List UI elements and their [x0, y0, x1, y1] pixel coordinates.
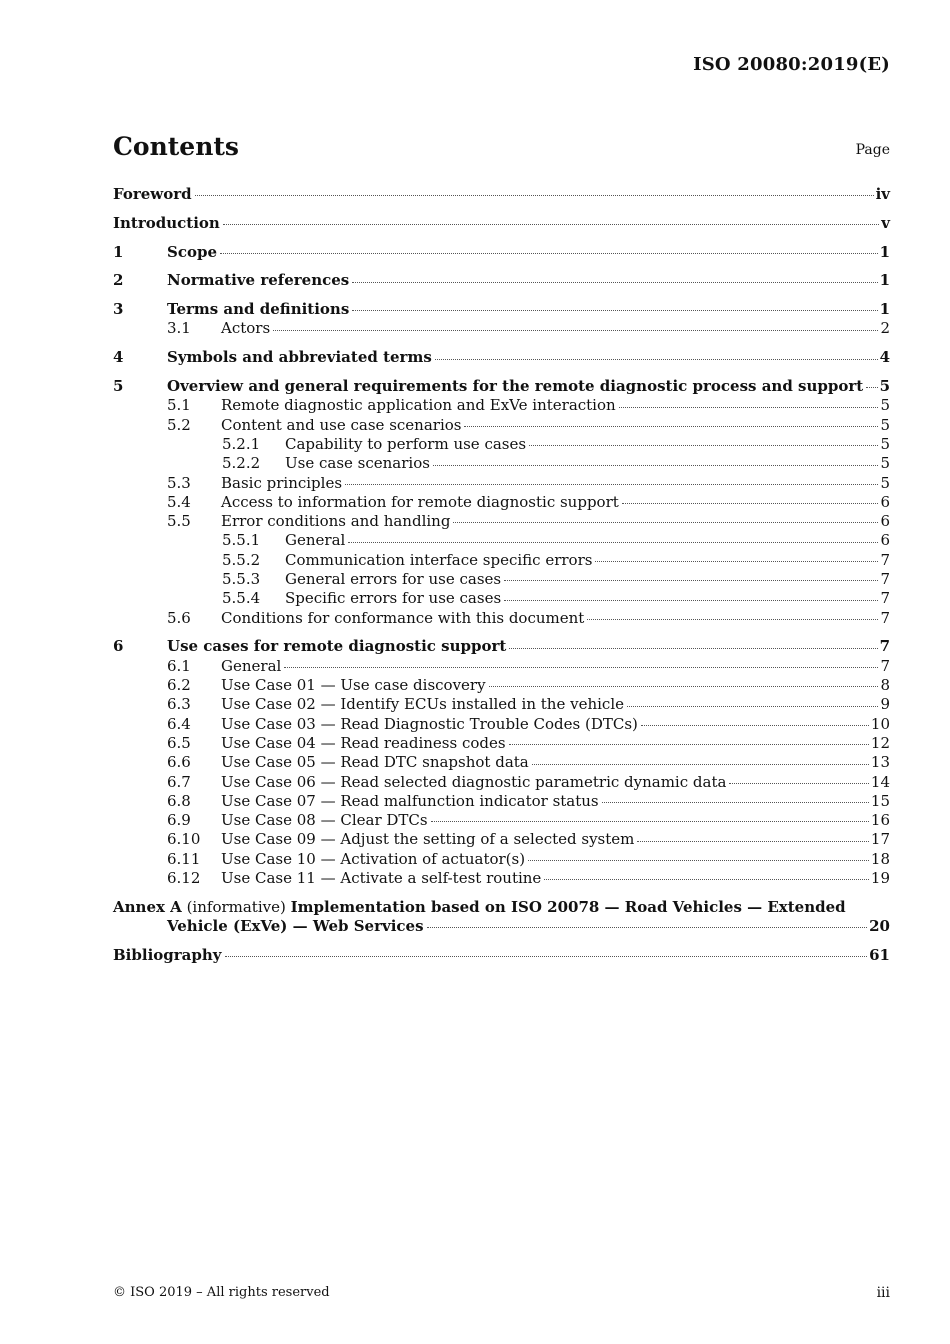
toc-entry-number: 5.5.2	[222, 550, 261, 569]
toc-entry-page: 5	[880, 473, 890, 492]
toc-entry-page: 7	[880, 608, 890, 627]
toc-entry-6-8[interactable]	[113, 792, 890, 811]
toc-entry-title: General	[221, 656, 282, 675]
toc-entry-5-1[interactable]	[113, 396, 890, 415]
toc-entry-page: 5	[880, 434, 890, 453]
copyright-notice: © ISO 2019 – All rights reserved	[113, 1285, 330, 1300]
toc-entry-page: 7	[880, 550, 890, 569]
dot-leader	[352, 282, 877, 283]
toc-entry-page: 18	[870, 849, 890, 868]
dot-leader	[619, 407, 879, 408]
dot-leader	[352, 310, 877, 311]
toc-entry-title: Specific errors for use cases	[285, 589, 502, 608]
document-id: ISO 20080:2019(E)	[693, 54, 890, 75]
toc-entry-number: 3	[113, 300, 124, 319]
toc-entry-page: 6	[880, 512, 890, 531]
toc-entry-number: 6.10	[167, 830, 201, 849]
toc-entry-page: 1	[879, 300, 890, 319]
toc-entry-page: v	[881, 213, 890, 232]
toc-entry-page: 7	[880, 656, 890, 675]
dot-leader	[532, 764, 869, 765]
toc-entry-title: General errors for use cases	[285, 570, 502, 589]
toc-entry-number: 6.7	[167, 772, 191, 791]
toc-entry-title: Use Case 07 — Read malfunction indicator status	[221, 791, 599, 810]
dot-leader	[464, 426, 878, 427]
toc-entry-number: 1	[113, 242, 124, 261]
dot-leader	[622, 503, 879, 504]
toc-entry-title: Communication interface specific errors	[285, 550, 593, 569]
toc-entry-page: 12	[870, 733, 890, 752]
dot-leader	[427, 927, 868, 928]
dot-leader	[595, 561, 878, 562]
toc-entry-title: Use Case 04 — Read readiness codes	[221, 733, 506, 752]
dot-leader	[489, 686, 879, 687]
toc-entry-5-6[interactable]	[113, 609, 890, 628]
toc-entry-number: 6.8	[167, 791, 191, 810]
toc-entry-number: 5	[113, 377, 124, 396]
toc-entry-number: 6.4	[167, 714, 191, 733]
toc-entry-5-5-1[interactable]	[113, 531, 890, 550]
toc-entry-page: 5	[880, 415, 890, 434]
toc-entry-page: 1	[879, 271, 890, 290]
toc-entry-page: 7	[880, 570, 890, 589]
annex-title-line2: Vehicle (ExVe) — Web Services	[167, 917, 424, 936]
page-number: iii	[876, 1285, 890, 1301]
toc-entry-title: Conditions for conformance with this document	[221, 608, 585, 627]
dot-leader	[866, 387, 877, 388]
dot-leader	[435, 359, 878, 360]
toc-entry-title: Use Case 02 — Identify ECUs installed in the vehicle	[221, 695, 625, 714]
toc-entry-title: Error conditions and handling	[221, 512, 451, 531]
toc-entry-5-5-2[interactable]	[113, 551, 890, 570]
toc-entry-page: 13	[870, 753, 890, 772]
toc-entry-page: 6	[880, 531, 890, 550]
toc-entry-title: Terms and definitions	[167, 300, 350, 319]
toc-entry-5-5[interactable]	[113, 512, 890, 531]
dot-leader	[273, 330, 878, 331]
annex-title-line1: Implementation based on ISO 20078 — Road Vehicles — Extended	[290, 897, 846, 916]
dot-leader	[345, 484, 878, 485]
toc-entry-number: 5.2.2	[222, 454, 261, 473]
toc-entry-title: Scope	[167, 242, 218, 261]
dot-leader	[195, 195, 874, 196]
toc-entry-page: 17	[870, 830, 890, 849]
dot-leader	[220, 253, 878, 254]
toc-entry-title: Capability to perform use cases	[285, 434, 527, 453]
toc-entry-title: Use Case 05 — Read DTC snapshot data	[221, 753, 529, 772]
toc-entry-page: 1	[879, 242, 890, 261]
toc-entry-number: 5.5.4	[222, 589, 261, 608]
toc-entry-foreword[interactable]	[113, 185, 890, 204]
dot-leader	[453, 522, 878, 523]
page-title: Contents	[113, 132, 240, 161]
toc-entry-number: 5.1	[167, 396, 191, 415]
toc-entry-5-5-3[interactable]	[113, 570, 890, 589]
toc-entry-number: 6.11	[167, 849, 201, 868]
toc-entry-number: 5.5.1	[222, 531, 261, 550]
toc-entry-page: 7	[880, 589, 890, 608]
toc-entry-5-2-2[interactable]	[113, 454, 890, 473]
toc-entry-6-12[interactable]	[113, 869, 890, 888]
toc-entry-page: 61	[869, 945, 890, 964]
table-of-contents	[113, 185, 890, 965]
dot-leader	[225, 956, 868, 957]
dot-leader	[641, 725, 869, 726]
toc-entry-title: Access to information for remote diagnostic support	[221, 492, 619, 511]
dot-leader	[504, 600, 878, 601]
toc-entry-page: 19	[870, 869, 890, 887]
annex-qualifier: (informative)	[186, 897, 286, 916]
toc-entry-number: 6.6	[167, 753, 191, 772]
toc-entry-page: 5	[880, 454, 890, 473]
toc-entry-title: Bibliography	[113, 945, 222, 964]
toc-entry-page: 14	[870, 772, 890, 791]
toc-entry-number: 5.3	[167, 473, 191, 492]
toc-entry-title: Use Case 11 — Activate a self-test routine	[221, 869, 542, 887]
dot-leader	[509, 648, 877, 649]
toc-entry-title: Content and use case scenarios	[221, 415, 462, 434]
toc-entry-number: 4	[113, 348, 124, 367]
toc-entry-number: 6.2	[167, 676, 191, 695]
toc-entry-title: General	[285, 531, 346, 550]
toc-entry-number: 6	[113, 637, 124, 656]
toc-entry-3[interactable]	[113, 300, 890, 319]
toc-entry-number: 5.6	[167, 608, 191, 627]
toc-entry-5[interactable]	[113, 377, 890, 396]
toc-entry-6-6[interactable]	[113, 753, 890, 772]
toc-entry-page: 15	[870, 791, 890, 810]
toc-entry-bibliography[interactable]	[113, 946, 890, 965]
dot-leader	[509, 744, 869, 745]
toc-entry-annex-a[interactable]	[113, 898, 890, 937]
toc-entry-title: Basic principles	[221, 473, 343, 492]
toc-entry-number: 6.12	[167, 869, 201, 887]
toc-entry-page: 5	[880, 396, 890, 415]
toc-entry-6-1[interactable]	[113, 657, 890, 676]
toc-entry-6-2[interactable]	[113, 676, 890, 695]
toc-entry-number: 2	[113, 271, 124, 290]
toc-entry-5-2-1[interactable]	[113, 435, 890, 454]
toc-entry-6-3[interactable]	[113, 695, 890, 714]
toc-entry-page: 10	[870, 714, 890, 733]
toc-entry-6[interactable]	[113, 637, 890, 656]
toc-entry-6-7[interactable]	[113, 773, 890, 792]
toc-entry-number: 5.2.1	[222, 434, 261, 453]
toc-entry-5-3[interactable]	[113, 474, 890, 493]
toc-entry-title: Use case scenarios	[285, 454, 430, 473]
toc-entry-title: Foreword	[113, 185, 192, 203]
toc-entry-page: 6	[880, 492, 890, 511]
dot-leader	[544, 879, 869, 880]
dot-leader	[504, 580, 878, 581]
dot-leader	[223, 224, 879, 225]
dot-leader	[433, 465, 879, 466]
toc-entry-5-2[interactable]	[113, 416, 890, 435]
toc-entry-number: 5.2	[167, 415, 191, 434]
toc-entry-title: Normative references	[167, 271, 350, 290]
toc-entry-2[interactable]	[113, 271, 890, 290]
toc-entry-title: Use Case 09 — Adjust the setting of a selected system	[221, 830, 635, 849]
toc-entry-title: Use Case 03 — Read Diagnostic Trouble Codes (DTCs)	[221, 714, 638, 733]
toc-entry-number: 6.5	[167, 733, 191, 752]
toc-entry-1[interactable]	[113, 243, 890, 262]
toc-entry-title: Use Case 01 — Use case discovery	[221, 676, 486, 695]
toc-entry-number: 5.5	[167, 512, 191, 531]
dot-leader	[528, 860, 869, 861]
dot-leader	[602, 802, 869, 803]
toc-entry-number: 3.1	[167, 319, 191, 338]
toc-entry-page: iv	[875, 185, 890, 203]
toc-entry-page: 20	[869, 917, 890, 936]
dot-leader	[587, 619, 878, 620]
toc-entry-title: Overview and general requirements for the remote diagnostic process and support	[167, 377, 864, 396]
toc-entry-title: Use cases for remote diagnostic support	[167, 637, 507, 656]
toc-entry-title: Use Case 06 — Read selected diagnostic parametric dynamic data	[221, 772, 727, 791]
toc-entry-6-4[interactable]	[113, 715, 890, 734]
toc-entry-title: Remote diagnostic application and ExVe interaction	[221, 396, 616, 415]
toc-entry-page: 8	[880, 676, 890, 695]
toc-entry-title: Symbols and abbreviated terms	[167, 348, 432, 367]
toc-entry-6-11[interactable]	[113, 850, 890, 869]
toc-entry-page: 7	[879, 637, 890, 656]
toc-entry-title: Use Case 08 — Clear DTCs	[221, 811, 428, 830]
dot-leader	[348, 542, 878, 543]
dot-leader	[431, 821, 869, 822]
toc-entry-number: 6.3	[167, 695, 191, 714]
toc-entry-page: 16	[870, 811, 890, 830]
toc-entry-6-5[interactable]	[113, 734, 890, 753]
toc-entry-6-9[interactable]	[113, 811, 890, 830]
toc-entry-introduction[interactable]	[113, 214, 890, 233]
annex-label: Annex A	[113, 897, 182, 916]
toc-entry-page: 9	[880, 695, 890, 714]
dot-leader	[627, 706, 878, 707]
dot-leader	[729, 783, 868, 784]
toc-entry-6-10[interactable]	[113, 830, 890, 849]
toc-entry-page: 2	[880, 319, 890, 338]
toc-entry-title: Use Case 10 — Activation of actuator(s)	[221, 849, 526, 868]
toc-entry-5-5-4[interactable]	[113, 589, 890, 608]
toc-entry-title: Actors	[221, 319, 271, 338]
toc-entry-title: Introduction	[113, 213, 220, 232]
toc-entry-5-4[interactable]	[113, 493, 890, 512]
dot-leader	[637, 841, 869, 842]
toc-entry-number: 5.4	[167, 492, 191, 511]
toc-entry-number: 5.5.3	[222, 570, 261, 589]
toc-entry-3-1[interactable]	[113, 319, 890, 338]
dot-leader	[284, 667, 878, 668]
toc-entry-page: 5	[879, 377, 890, 396]
toc-entry-page: 4	[879, 348, 890, 367]
toc-entry-4[interactable]	[113, 348, 890, 367]
toc-entry-number: 6.9	[167, 811, 191, 830]
dot-leader	[529, 445, 878, 446]
toc-entry-number: 6.1	[167, 656, 191, 675]
page-column-label: Page	[855, 142, 890, 158]
